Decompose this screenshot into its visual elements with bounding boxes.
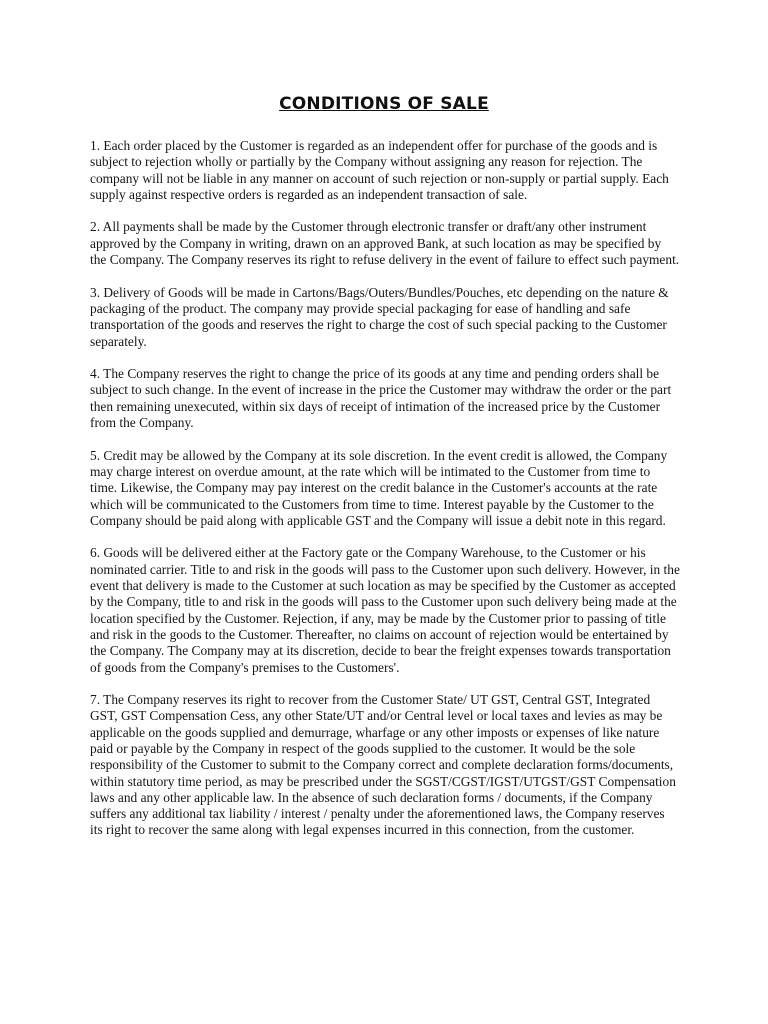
condition-paragraph-5: 5. Credit may be allowed by the Company at its sole discretion. In the event credit is allowed, the Company may charge interest on overdue amount, at the rate which will be intimated to the Customer from time to time. Likewise, the Company may pay interest on the credit balance in the Customer's accounts at the rate which will be communicated to the Customers from time to time. Interest payable by the Customer to the Company should be paid along with applicable GST and the Company will issue a debit note in this regard. (90, 447, 668, 528)
condition-paragraph-1: 1. Each order placed by the Customer is regarded as an independent offer for purchase of the goods and is subject to rejection wholly or partially by the Company without assigning any reason for rejection. The company will not be liable in any manner on account of such rejection or non-supply or partial supply. Each supply against respective orders is regarded as an independent transaction of sale. (90, 138, 669, 202)
condition-paragraph-3: 3. Delivery of Goods will be made in Cartons/Bags/Outers/Bundles/Pouches, etc depending on the nature & packaging of the product. The company may provide special packaging for ease of handling and safe transportation of the goods and reserves the right to charge the cost of such special packing to the Customer separately. (90, 284, 669, 349)
condition-paragraph-4: 4. The Company reserves the right to change the price of its goods at any time and pending orders shall be subject to such change. In the event of increase in the price the Customer may withdraw the order or the part then remaining unexecuted, within six days of receipt of intimation of the increased price by the Customer from the Company. (90, 366, 672, 431)
condition-paragraph-2: 2. All payments shall be made by the Customer through electronic transfer or draft/any other instrument approved by the Company in writing, drawn on an approved Bank, at such location as may be specified by the Company. The Company reserves its right to refuse delivery in the event of failure to effect such payment. (90, 219, 680, 268)
condition-paragraph-7: 7. The Company reserves its right to recover from the Customer State/ UT GST, Central GST, Integrated GST, GST Compensation Cess, any other State/UT and/or Central level or local taxes and levies as may be applicable on the goods supplied and demurrage, wharfage or any other imposts or expenses of like nature paid or payable by the Company in respect of the goods supplied to the customer. It would be the sole responsibility of the Customer to submit to the Company correct and complete declaration forms/documents, within statutory time period, as may be prescribed under the SGST/CGST/IGST/UTGST/GST Compensation laws and any other applicable law. In the absence of such declaration forms / documents, if the Company suffers any additional tax liability / interest / penalty under the aforementioned laws, the Company reserves its right to recover the same along with legal expenses incurred in this connection, from the customer. (90, 692, 676, 838)
condition-paragraph-6: 6. Goods will be delivered either at the Factory gate or the Company Warehouse, to the Customer or his nominated carrier. Title to and risk in the goods will pass to the Customer upon such delivery. However, in the event that delivery is made to the Customer at such location as may be specified by the Customer as accepted by the Company, title to and risk in the goods will pass to the Customer upon such delivery being made at the location specified by the Customer. Rejection, if any, may be made by the Customer prior to passing of title and risk in the goods to the Customer. Thereafter, no claims on account of rejection would be entertained by the Company. The Company may at its discretion, decide to bear the freight expenses towards transportation of goods from the Company's premises to the Customers'. (90, 545, 680, 675)
conditions-body (90, 138, 680, 855)
document-title: CONDITIONS OF SALE (279, 94, 489, 114)
